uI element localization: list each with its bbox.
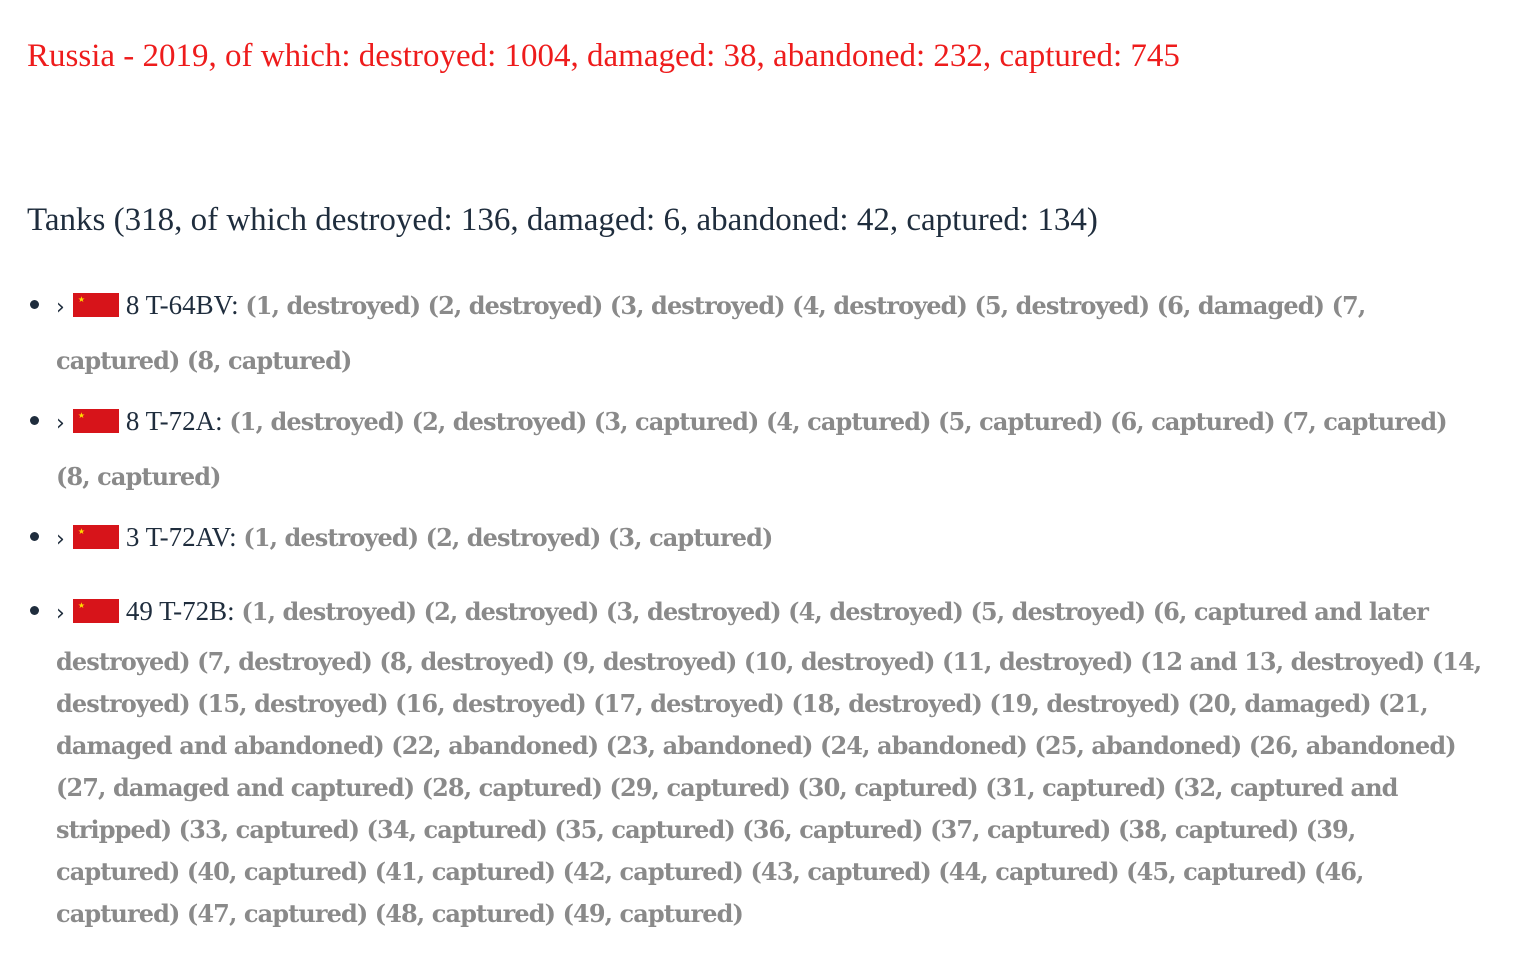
loss-entries[interactable]: (1, destroyed) (2, destroyed) (3, destroyed) (4, destroyed) (5, destroyed) (6, captured and later xyxy=(241,597,1429,626)
list-item xyxy=(27,396,1497,512)
loss-entries[interactable]: (1, destroyed) (2, destroyed) (3, captured) (4, captured) (5, captured) (6, captured) (7, captured) xyxy=(229,407,1447,436)
loss-entries[interactable]: destroyed) (7, destroyed) (8, destroyed) (9, destroyed) (10, destroyed) (11, destroyed) (12 and 13, destroyed) (14, xyxy=(56,647,1482,676)
list-item xyxy=(27,586,1497,936)
russia-flag-icon: ★ xyxy=(73,525,119,549)
loss-entries[interactable]: (1, destroyed) (2, destroyed) (3, destroyed) (4, destroyed) (5, destroyed) (6, damaged) (7, xyxy=(245,291,1366,320)
loss-entries[interactable]: captured) (47, captured) (48, captured) (49, captured) xyxy=(56,899,743,928)
bullet-icon xyxy=(30,606,39,615)
loss-entries[interactable]: (27, damaged and captured) (28, captured) (29, captured) (30, captured) (31, captured) (32, captured and xyxy=(56,773,1398,802)
bullet-icon xyxy=(30,416,39,425)
tanks-section-heading: Tanks (318, of which destroyed: 136, damaged: 6, abandoned: 42, captured: 134) xyxy=(27,202,1098,238)
bullet-icon xyxy=(30,532,39,541)
chevron-right-icon: › xyxy=(56,601,65,626)
russia-flag-icon: ★ xyxy=(73,409,119,433)
loss-entries[interactable]: destroyed) (15, destroyed) (16, destroyed) (17, destroyed) (18, destroyed) (19, destroyed) (20, damaged) (21, xyxy=(56,689,1428,718)
country-summary-heading: Russia - 2019, of which: destroyed: 1004, damaged: 38, abandoned: 232, captured: 745 xyxy=(27,38,1180,74)
loss-entries[interactable]: captured) (8, captured) xyxy=(56,346,352,375)
model-name: 8 T-72A: xyxy=(125,406,223,436)
russia-flag-icon: ★ xyxy=(73,599,119,623)
loss-entries[interactable]: damaged and abandoned) (22, abandoned) (23, abandoned) (24, abandoned) (25, abandoned) (26, abandoned) xyxy=(56,731,1456,760)
chevron-right-icon: › xyxy=(56,527,65,552)
list-item xyxy=(27,512,1497,568)
loss-entries[interactable]: (8, captured) xyxy=(56,462,221,491)
russia-flag-icon: ★ xyxy=(73,293,119,317)
bullet-icon xyxy=(30,300,39,309)
list-item xyxy=(27,280,1497,396)
chevron-right-icon: › xyxy=(56,411,65,436)
loss-entries[interactable]: (1, destroyed) (2, destroyed) (3, captured) xyxy=(243,523,773,552)
chevron-right-icon: › xyxy=(56,295,65,320)
model-name: 49 T-72B: xyxy=(125,596,235,626)
model-name: 8 T-64BV: xyxy=(125,290,239,320)
model-name: 3 T-72AV: xyxy=(125,522,237,552)
loss-entries[interactable]: captured) (40, captured) (41, captured) (42, captured) (43, captured) (44, captured) (45, captured) (46, xyxy=(56,857,1364,886)
loss-entries[interactable]: stripped) (33, captured) (34, captured) (35, captured) (36, captured) (37, captured) (38, captured) (39, xyxy=(56,815,1356,844)
